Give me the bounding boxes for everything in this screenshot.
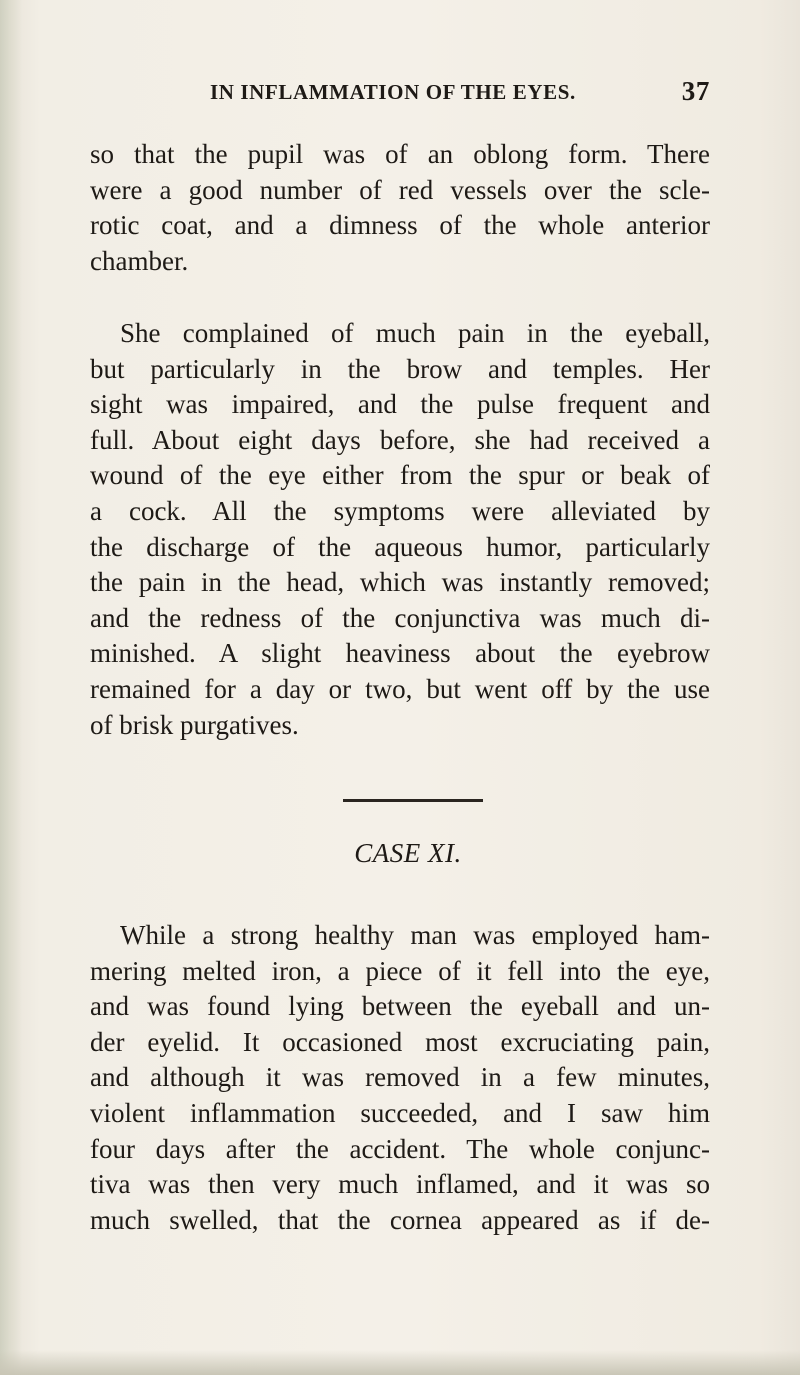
case-heading-text: CASE XI. [354, 838, 462, 868]
paragraph-3 [90, 918, 710, 1238]
text-line: four days after the accident. The whole conjunc- [90, 1133, 710, 1164]
paragraph-2 [90, 316, 710, 743]
text-line: tiva was then very much inflamed, and it was so [90, 1169, 710, 1200]
text-line: were a good number of red vessels over the scle- [90, 174, 710, 205]
text-line: and was found lying between the eyeball and un- [90, 991, 710, 1022]
text-line: but particularly in the brow and temples. Her [90, 353, 710, 384]
text-line: a cock. All the symptoms were alleviated by [90, 495, 710, 526]
text-line: the pain in the head, which was instantly removed; [90, 567, 710, 598]
running-title: IN INFLAMMATION OF THE EYES. [210, 80, 576, 104]
text-line: mering melted iron, a piece of it fell into the eye, [90, 955, 710, 986]
text-line: der eyelid. It occasioned most excruciating pain, [90, 1026, 710, 1057]
running-header [210, 76, 710, 110]
text-line: full. About eight days before, she had received a [90, 424, 710, 455]
page-bottom-edge [0, 1350, 800, 1375]
text-line: violent inflammation succeeded, and I saw him [90, 1097, 710, 1128]
text-line: wound of the eye either from the spur or beak of [90, 460, 710, 491]
text-line: and although it was removed in a few minutes, [90, 1062, 710, 1093]
paragraph-1 [90, 137, 710, 279]
text-line: of brisk purgatives. [90, 709, 299, 740]
page-number: 37 [681, 76, 710, 106]
text-line: so that the pupil was of an oblong form. There [90, 139, 710, 169]
page-binding-edge [0, 0, 22, 1375]
text-line: While a strong healthy man was employed ham- [120, 920, 710, 950]
text-line: the discharge of the aqueous humor, particularly [90, 531, 710, 562]
text-line: and the redness of the conjunctiva was much di- [90, 602, 710, 633]
case-heading [0, 838, 800, 869]
text-line: minished. A slight heaviness about the eyebrow [90, 638, 710, 669]
text-line: remained for a day or two, but went off by the use [90, 673, 710, 704]
text-line: rotic coat, and a dimness of the whole anterior [90, 210, 710, 241]
text-line: chamber. [90, 245, 189, 276]
text-line: She complained of much pain in the eyeball, [120, 318, 710, 348]
text-line: sight was impaired, and the pulse frequent and [90, 389, 710, 420]
text-line: much swelled, that the cornea appeared as if de- [90, 1204, 710, 1235]
section-divider-rule [343, 799, 483, 802]
